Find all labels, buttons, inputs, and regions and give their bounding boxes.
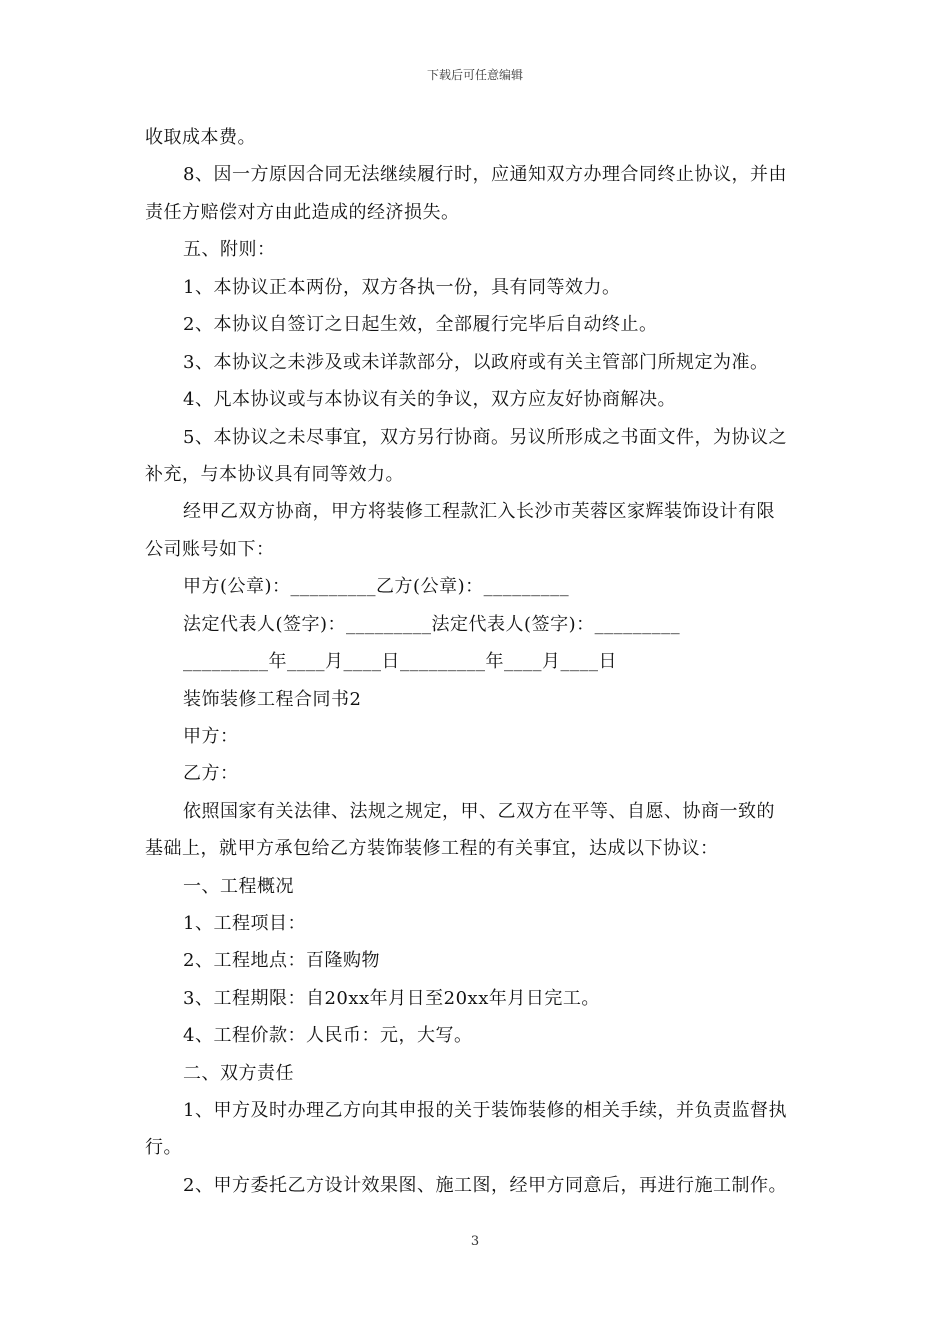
- text-line: 五、附则：: [183, 239, 276, 260]
- text-line: 8、因一方原因合同无法继续履行时，应通知双方办理合同终止协议，并由: [183, 164, 787, 185]
- text-line: 1、工程项目：: [183, 913, 306, 934]
- text-line: 乙方：: [183, 763, 239, 784]
- text-line: 1、甲方及时办理乙方向其申报的关于装饰装修的相关手续，并负责监督执: [183, 1100, 787, 1121]
- text-line: 2、甲方委托乙方设计效果图、施工图，经甲方同意后，再进行施工制作。: [183, 1175, 787, 1196]
- text-line: 3、本协议之未涉及或未详款部分，以政府或有关主管部门所规定为准。: [183, 352, 769, 373]
- text-line: 行。: [145, 1137, 182, 1158]
- text-line: 经甲乙双方协商，甲方将装修工程款汇入长沙市芙蓉区家辉装饰设计有限: [183, 501, 775, 522]
- text-line: 二、双方责任: [183, 1063, 294, 1084]
- signature-line: 甲方(公章)：_________乙方(公章)：_________: [183, 576, 570, 597]
- date-line: _________年____月____日_________年____月____日: [183, 651, 617, 672]
- text-line: 2、工程地点：百隆购物: [183, 950, 380, 971]
- text-line: 补充，与本协议具有同等效力。: [145, 464, 404, 485]
- text-line: 公司账号如下：: [145, 539, 275, 560]
- signature-line: 法定代表人(签字)：_________法定代表人(签字)：_________: [183, 614, 681, 635]
- text-line: 责任方赔偿对方由此造成的经济损失。: [145, 202, 460, 223]
- text-line: 一、工程概况: [183, 876, 294, 897]
- text-line: 3、工程期限：自20xx年月日至20xx年月日完工。: [183, 988, 600, 1009]
- text-line: 基础上，就甲方承包给乙方装饰装修工程的有关事宜，达成以下协议：: [145, 838, 719, 859]
- text-line: 依照国家有关法律、法规之规定，甲、乙双方在平等、自愿、协商一致的: [183, 801, 775, 822]
- page-header: 下载后可任意编辑: [426, 68, 523, 82]
- text-line: 收取成本费。: [145, 127, 256, 148]
- text-line: 4、工程价款：人民币：元，大写。: [183, 1025, 473, 1046]
- text-line: 5、本协议之未尽事宜，双方另行协商。另议所形成之书面文件，为协议之: [183, 427, 787, 448]
- text-line: 4、凡本协议或与本协议有关的争议，双方应友好协商解决。: [183, 389, 676, 410]
- section-title: 装饰装修工程合同书2: [183, 689, 362, 710]
- page-number: 3: [470, 1234, 480, 1249]
- text-line: 2、本协议自签订之日起生效，全部履行完毕后自动终止。: [183, 314, 658, 335]
- text-line: 1、本协议正本两份，双方各执一份，具有同等效力。: [183, 277, 621, 298]
- text-line: 甲方：: [183, 726, 239, 747]
